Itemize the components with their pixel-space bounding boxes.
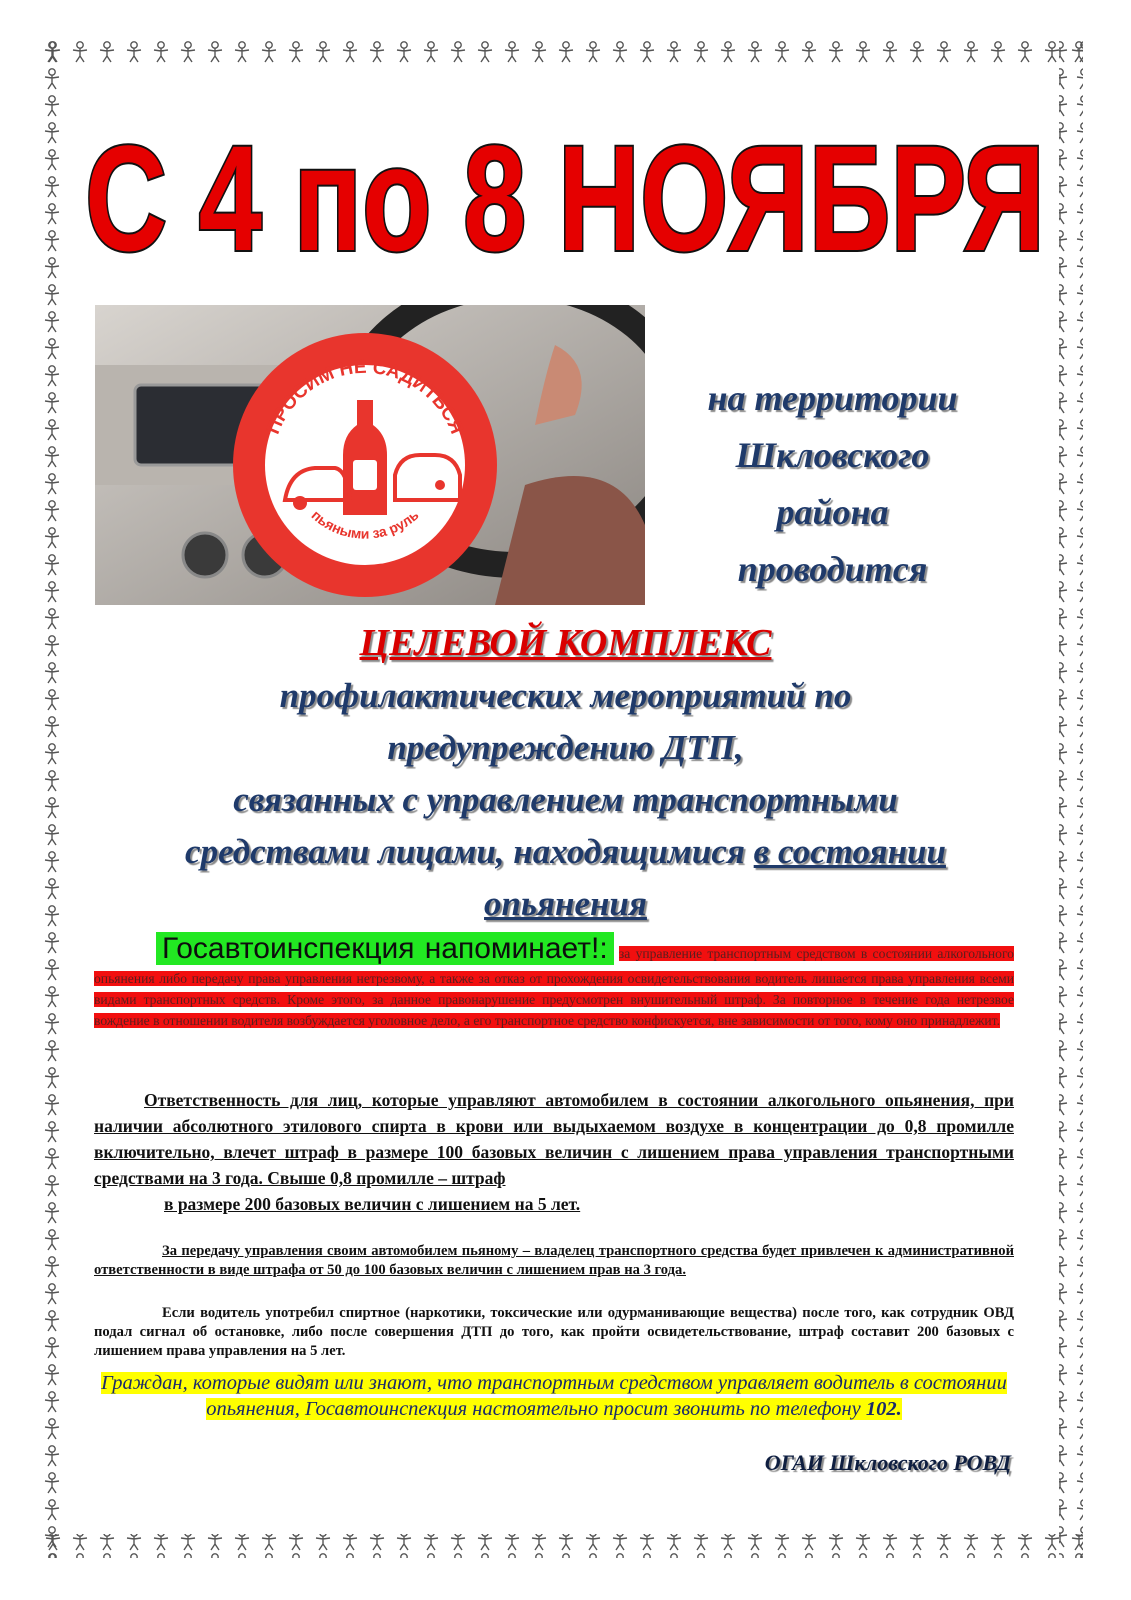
complex-description <box>70 670 1061 930</box>
territory-line-3: района <box>776 492 889 532</box>
complex-line-4-a: средствами лицами, находящимися <box>185 832 754 871</box>
headline-text: С 4 по 8 НОЯБРЯ <box>85 114 1045 282</box>
complex-line-3: связанных с управлением транспортными <box>233 780 898 819</box>
complex-line-1: профилактических мероприятий по <box>279 676 852 715</box>
territory-line-2: Шкловского <box>735 435 930 475</box>
phone-number: 102. <box>865 1398 902 1420</box>
responsibility-p2: в размере 200 базовых величин с лишением на 5 лет. <box>164 1194 581 1214</box>
responsibility-transfer <box>94 1242 1014 1280</box>
responsibility-p1: Ответственность для лиц, которые управляют автомобилем в состоянии алкогольного опьянения, при наличии абсолютного этилового спирта в крови или выдыхаемом воздухе в концентрации до 0,8 промилле включительно, влечет штраф в размере 100 базовых величин с лишением права управления транспортными средствами на 3 года. Свыше 0,8 промилле – штраф <box>94 1090 1014 1188</box>
campaign-photo <box>95 305 645 605</box>
call-text: Граждан, которые видят или знают, что транспортным средством управляет водитель в состоянии опьянения, Госавтоинспекция настоятельно просит звонить по телефону <box>101 1372 1007 1420</box>
badge-bottom-text: пьяными за руль <box>308 506 422 542</box>
responsibility-p4: Если водитель употребил спиртное (наркотики, токсические или одурманивающие вещества) после того, как сотрудник ОВД подал сигнал об остановке, либо после совершения ДТП до того, как пройти освидетельствование, штраф составит 200 базовых с лишением права управления на 5 лет. <box>94 1305 1014 1359</box>
complex-line-5: опьянения <box>484 884 647 923</box>
complex-title: ЦЕЛЕВОЙ КОМПЛЕКС <box>359 622 772 664</box>
responsibility-after-stop <box>94 1304 1014 1361</box>
complex-line-4-b: в состоянии <box>753 832 946 871</box>
notice-lead: Госавтоинспекция напоминает!: <box>156 932 614 965</box>
territory-text <box>660 370 1005 598</box>
responsibility-p3: За передачу управления своим автомобилем пьяному – владелец транспортного средства будет привлечен к административной ответственности в виде штрафа от 50 до 100 базовых величин с лишением прав на 3 года. <box>94 1243 1014 1278</box>
notice-body: за управление транспортным средством в состоянии алкогольного опьянения либо передачу права управления нетрезвому, а также за отказ от прохождения освидетельствования водитель лишается права управления всеми видами транспортных средств. Кроме этого, за данное правонарушение предусмотрен внушительный штраф. За повторное в течение года нетрезвое вождение в отношении водителя возбуждается уголовное дело, а его транспортное средство конфискуется, вне зависимости от того, кому оно принадлежит. <box>94 946 1014 1028</box>
badge-top-text: ПРОСИМ НЕ САДИТЬСЯ <box>262 356 468 438</box>
call-to-action <box>94 1370 1014 1422</box>
responsibility-main <box>94 1087 1014 1217</box>
complex-line-2: предупреждению ДТП, <box>387 728 744 767</box>
complex-line-4 <box>70 826 1061 878</box>
inspection-notice <box>94 930 1014 1031</box>
territory-line-4: проводится <box>737 549 928 589</box>
territory-line-1: на территории <box>707 378 958 418</box>
headline <box>60 60 1071 290</box>
signature: ОГАИ Шкловского РОВД <box>764 1450 1011 1475</box>
